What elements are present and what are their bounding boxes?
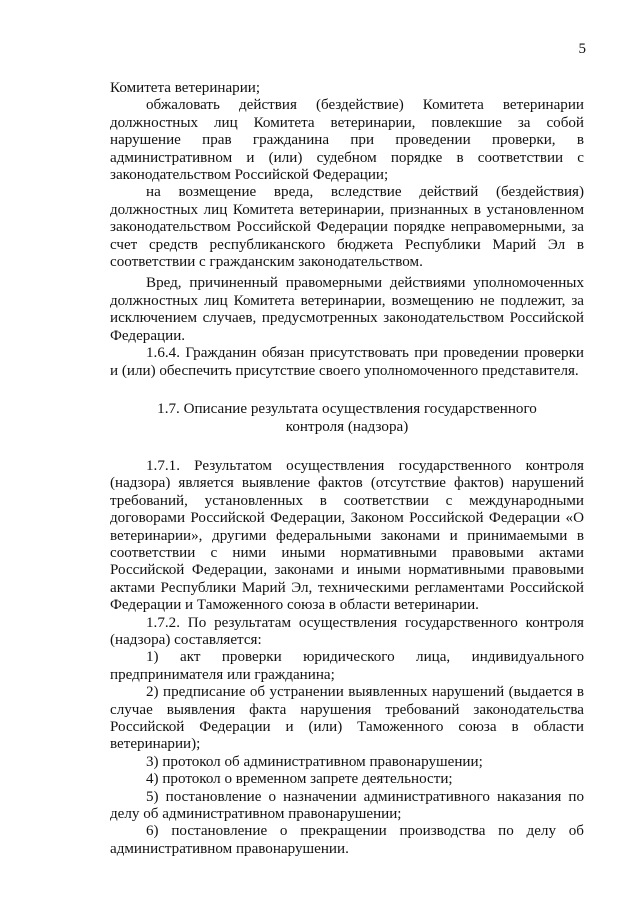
list-item: 1) акт проверки юридического лица, индивидуального предпринимателя или гражданина;	[110, 649, 584, 683]
paragraph: Комитета ветеринарии;	[110, 80, 261, 96]
list-item: 6) постановление о прекращении производства по делу об административном правонарушении.	[110, 823, 584, 857]
paragraph: обжаловать действия (бездействие) Комитета ветеринарии должностных лиц Комитета ветеринарии, повлекшие за собой нарушение прав гражданина при проведении проверки, в административном и (или) судебном порядке в соответствии с законодательством Российской Федерации;	[110, 97, 584, 184]
list-item: 3) протокол об административном правонарушении;	[146, 753, 483, 770]
paragraph: 1.7.1. Результатом осуществления государственного контроля (надзора) является выявление фактов (отсутствие фактов) нарушений требований, установленных в соответствии с международными договорами Российской Федерации, Законом Российской Федерации «О ветеринарии», другими федеральными законами и принимаемыми в соответствии с ними иными нормативными правовыми актами Российской Федерации, законами и иными нормативными правовыми актами Республики Марий Эл, техническими регламентами Российской Федерации и Таможенного союза в области ветеринарии.	[110, 457, 584, 614]
paragraph: Вред, причиненный правомерными действиями уполномоченных должностных лиц Комитета ветеринарии, возмещению не подлежит, за исключением случаев, предусмотренных законодательством Российской Федерации.	[110, 275, 584, 344]
paragraph: 1.7.2. По результатам осуществления государственного контроля (надзора) составляется:	[110, 614, 584, 648]
section-heading: 1.7. Описание результата осуществления государственного контроля (надзора)	[157, 400, 537, 435]
list-item: 5) постановление о назначении административного наказания по делу об административном правонарушении;	[110, 788, 584, 823]
list-item: 4) протокол о временном запрете деятельности;	[146, 771, 453, 788]
list-item: 2) предписание об устранении выявленных нарушений (выдается в случае выявления факта нарушения требований законодательства Российской Федерации и (или) Таможенного союза в области ветеринарии);	[110, 684, 584, 753]
paragraph: на возмещение вреда, вследствие действий (бездействия) должностных лиц Комитета ветеринарии, признанных в установленном законодательством Российской Федерации порядке неправомерными, за счет средств республиканского бюджета Республики Марий Эл в соответствии с гражданским законодательством.	[110, 184, 584, 271]
paragraph: 1.6.4. Гражданин обязан присутствовать при проведении проверки и (или) обеспечить присутствие своего уполномоченного представителя.	[110, 345, 584, 379]
document-body	[110, 80, 584, 858]
page-number: 5	[578, 41, 586, 57]
